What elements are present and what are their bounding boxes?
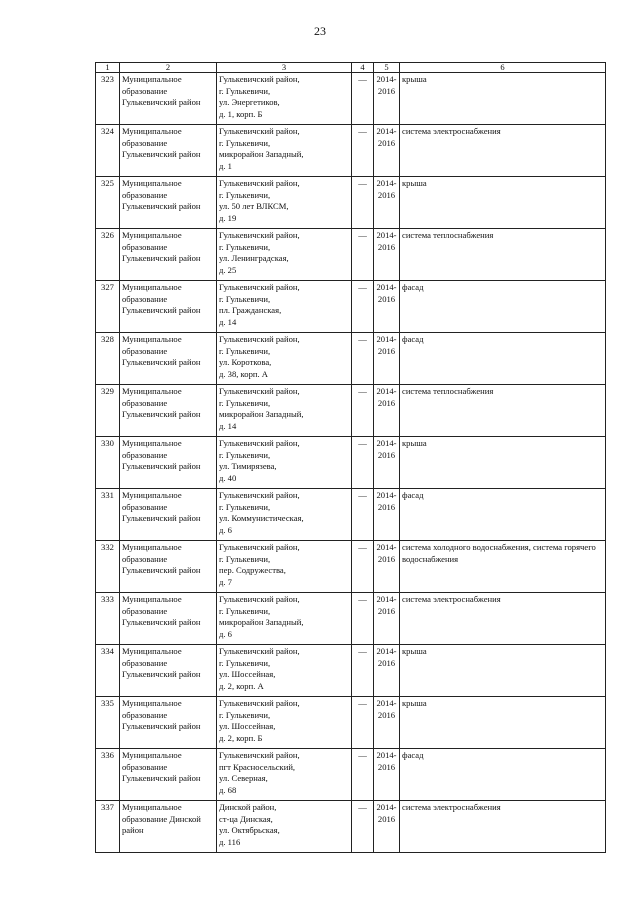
address-line: д. 7 <box>219 576 232 587</box>
period-line: 2016 <box>377 605 396 616</box>
work-type-cell <box>400 801 606 853</box>
table-row <box>96 697 606 749</box>
dash-cell <box>352 385 374 437</box>
address-line: ул. Ленинградская, <box>219 253 289 263</box>
municipality-line: образование <box>122 345 168 356</box>
address-cell <box>217 385 352 437</box>
period-cell <box>374 489 400 541</box>
municipality-cell <box>120 73 217 125</box>
address-line: Гулькевичский район, <box>219 750 300 760</box>
address-line: г. Гулькевичи, <box>219 501 271 512</box>
address-line: г. Гулькевичи, <box>219 189 271 200</box>
table-row <box>96 385 606 437</box>
address-line: д. 40 <box>219 472 237 483</box>
row-number-cell: 334 <box>96 645 120 697</box>
row-number-cell: 330 <box>96 437 120 489</box>
dash-cell <box>352 541 374 593</box>
column-number-row <box>96 63 606 73</box>
municipality-line: Муниципальное <box>122 386 182 396</box>
period-cell <box>374 229 400 281</box>
work-type-text: фасад <box>402 282 424 292</box>
column-number: 3 <box>217 63 352 73</box>
row-number-cell: 327 <box>96 281 120 333</box>
period-cell <box>374 437 400 489</box>
address-line: д. 116 <box>219 836 241 847</box>
address-line: г. Гулькевичи, <box>219 449 271 460</box>
address-cell <box>217 541 352 593</box>
period-line: 2014- <box>376 698 397 708</box>
address-line: г. Гулькевичи, <box>219 293 271 304</box>
municipality-cell <box>120 541 217 593</box>
address-line: Гулькевичский район, <box>219 438 300 448</box>
row-number-cell: 323 <box>96 73 120 125</box>
period-line: 2016 <box>377 137 396 148</box>
row-number-cell: 326 <box>96 229 120 281</box>
address-line: пл. Гражданская, <box>219 305 282 315</box>
period-cell <box>374 645 400 697</box>
row-number-cell: 324 <box>96 125 120 177</box>
period-cell <box>374 125 400 177</box>
table-row <box>96 281 606 333</box>
municipality-cell <box>120 697 217 749</box>
table-row <box>96 73 606 125</box>
address-line: д. 38, корп. А <box>219 368 268 379</box>
municipality-line: Гулькевичский район <box>122 565 201 575</box>
table-row <box>96 749 606 801</box>
municipality-line: Гулькевичский район <box>122 461 201 471</box>
work-type-text: система электроснабжения <box>402 594 501 604</box>
dash-mark: — <box>358 698 367 708</box>
municipality-cell <box>120 801 217 853</box>
table-row <box>96 125 606 177</box>
address-cell <box>217 801 352 853</box>
work-type-text: крыша <box>402 698 427 708</box>
period-line: 2014- <box>376 386 397 396</box>
work-type-text: крыша <box>402 438 427 448</box>
column-number: 5 <box>374 63 400 73</box>
work-type-cell <box>400 645 606 697</box>
address-line: Гулькевичский район, <box>219 646 300 656</box>
municipality-line: Муниципальное <box>122 490 182 500</box>
address-cell <box>217 333 352 385</box>
municipality-line: образование <box>122 293 168 304</box>
municipality-line: Муниципальное <box>122 334 182 344</box>
address-line: микрорайон Западный, <box>219 149 304 159</box>
dash-mark: — <box>358 438 367 448</box>
period-line: 2016 <box>377 397 396 408</box>
dash-cell <box>352 645 374 697</box>
period-line: 2016 <box>377 293 396 304</box>
table-row <box>96 333 606 385</box>
dash-mark: — <box>358 750 367 760</box>
address-cell <box>217 229 352 281</box>
address-line: ул. Шоссейная, <box>219 721 276 731</box>
work-type-cell <box>400 489 606 541</box>
period-line: 2016 <box>377 449 396 460</box>
municipality-line: образование <box>122 241 168 252</box>
municipality-line: образование <box>122 761 168 772</box>
work-type-text: система теплоснабжения <box>402 386 494 396</box>
municipality-line: Муниципальное <box>122 594 182 604</box>
municipality-line: Гулькевичский район <box>122 669 201 679</box>
address-cell <box>217 177 352 229</box>
municipality-line: Муниципальное <box>122 178 182 188</box>
table-row <box>96 645 606 697</box>
municipality-line: Гулькевичский район <box>122 149 201 159</box>
address-line: Гулькевичский район, <box>219 230 300 240</box>
period-line: 2014- <box>376 334 397 344</box>
address-line: Гулькевичский район, <box>219 386 300 396</box>
table-row <box>96 541 606 593</box>
municipality-cell <box>120 749 217 801</box>
address-cell <box>217 125 352 177</box>
municipality-cell <box>120 229 217 281</box>
dash-mark: — <box>358 386 367 396</box>
address-line: микрорайон Западный, <box>219 409 304 419</box>
row-number-cell: 332 <box>96 541 120 593</box>
address-line: д. 25 <box>219 264 237 275</box>
dash-cell <box>352 749 374 801</box>
address-line: д. 14 <box>219 420 237 431</box>
address-line: г. Гулькевичи, <box>219 553 271 564</box>
period-cell <box>374 541 400 593</box>
address-cell <box>217 437 352 489</box>
address-line: г. Гулькевичи, <box>219 657 271 668</box>
address-line: ул. Короткова, <box>219 357 272 367</box>
address-cell <box>217 697 352 749</box>
row-number-cell: 325 <box>96 177 120 229</box>
municipality-cell <box>120 385 217 437</box>
address-line: Динской район, <box>219 802 277 812</box>
dash-mark: — <box>358 594 367 604</box>
work-type-cell <box>400 437 606 489</box>
dash-mark: — <box>358 334 367 344</box>
period-line: 2016 <box>377 501 396 512</box>
address-line: пгт Красносельский, <box>219 761 296 772</box>
repair-schedule-table <box>95 62 606 853</box>
address-line: г. Гулькевичи, <box>219 605 271 616</box>
address-cell <box>217 281 352 333</box>
period-line: 2016 <box>377 85 396 96</box>
period-line: 2014- <box>376 438 397 448</box>
period-line: 2014- <box>376 282 397 292</box>
period-cell <box>374 697 400 749</box>
address-line: Гулькевичский район, <box>219 74 300 84</box>
municipality-line: Муниципальное <box>122 282 182 292</box>
work-type-text: система электроснабжения <box>402 126 501 136</box>
work-type-cell <box>400 749 606 801</box>
municipality-cell <box>120 437 217 489</box>
work-type-text: фасад <box>402 490 424 500</box>
page-number: 23 <box>314 24 326 38</box>
period-cell <box>374 73 400 125</box>
municipality-line: район <box>122 825 144 835</box>
municipality-line: Муниципальное <box>122 542 182 552</box>
municipality-line: Гулькевичский район <box>122 721 201 731</box>
period-line: 2014- <box>376 490 397 500</box>
row-number-cell: 328 <box>96 333 120 385</box>
table-body <box>96 73 606 853</box>
municipality-line: образование <box>122 553 168 564</box>
municipality-line: Гулькевичский район <box>122 409 201 419</box>
work-type-text: система электроснабжения <box>402 802 501 812</box>
dash-mark: — <box>358 126 367 136</box>
municipality-line: Гулькевичский район <box>122 513 201 523</box>
address-line: пер. Содружества, <box>219 565 286 575</box>
municipality-line: Гулькевичский район <box>122 357 201 367</box>
address-line: д. 68 <box>219 784 237 795</box>
address-line: г. Гулькевичи, <box>219 709 271 720</box>
period-cell <box>374 333 400 385</box>
address-line: ул. Энергетиков, <box>219 97 280 107</box>
row-number-cell: 331 <box>96 489 120 541</box>
period-line: 2014- <box>376 750 397 760</box>
address-line: г. Гулькевичи, <box>219 85 271 96</box>
address-line: Гулькевичский район, <box>219 282 300 292</box>
period-line: 2014- <box>376 178 397 188</box>
work-type-cell <box>400 229 606 281</box>
period-cell <box>374 281 400 333</box>
dash-cell <box>352 73 374 125</box>
address-line: микрорайон Западный, <box>219 617 304 627</box>
column-number: 2 <box>120 63 217 73</box>
municipality-line: Гулькевичский район <box>122 617 201 627</box>
municipality-line: образование <box>122 397 168 408</box>
municipality-cell <box>120 177 217 229</box>
work-type-text: крыша <box>402 178 427 188</box>
address-line: Гулькевичский район, <box>219 334 300 344</box>
period-cell <box>374 749 400 801</box>
municipality-line: образование Динской <box>122 813 201 824</box>
address-line: Гулькевичский район, <box>219 490 300 500</box>
address-line: Гулькевичский район, <box>219 178 300 188</box>
municipality-line: Муниципальное <box>122 126 182 136</box>
address-line: Гулькевичский район, <box>219 594 300 604</box>
municipality-line: Муниципальное <box>122 230 182 240</box>
address-line: ул. 50 лет ВЛКСМ, <box>219 201 289 211</box>
municipality-line: образование <box>122 501 168 512</box>
period-line: 2016 <box>377 761 396 772</box>
column-number: 4 <box>352 63 374 73</box>
work-type-cell <box>400 593 606 645</box>
period-line: 2014- <box>376 802 397 812</box>
address-cell <box>217 645 352 697</box>
dash-mark: — <box>358 230 367 240</box>
dash-cell <box>352 593 374 645</box>
municipality-line: образование <box>122 137 168 148</box>
address-cell <box>217 489 352 541</box>
period-line: 2016 <box>377 657 396 668</box>
municipality-cell <box>120 281 217 333</box>
municipality-line: образование <box>122 85 168 96</box>
dash-mark: — <box>358 490 367 500</box>
municipality-line: Гулькевичский район <box>122 201 201 211</box>
address-cell <box>217 73 352 125</box>
dash-cell <box>352 125 374 177</box>
dash-cell <box>352 333 374 385</box>
work-type-cell <box>400 177 606 229</box>
municipality-line: Гулькевичский район <box>122 97 201 107</box>
municipality-cell <box>120 125 217 177</box>
address-line: ул. Северная, <box>219 773 268 783</box>
address-line: ст-ца Динская, <box>219 813 273 824</box>
dash-cell <box>352 177 374 229</box>
address-line: Гулькевичский район, <box>219 542 300 552</box>
municipality-cell <box>120 333 217 385</box>
period-line: 2014- <box>376 230 397 240</box>
table-row <box>96 801 606 853</box>
address-line: д. 2, корп. Б <box>219 732 263 743</box>
municipality-line: Муниципальное <box>122 698 182 708</box>
work-type-text: система холодного водоснабжения, система горячего водоснабжения <box>402 542 596 564</box>
municipality-line: Муниципальное <box>122 438 182 448</box>
row-number-cell: 329 <box>96 385 120 437</box>
address-line: ул. Тимирязева, <box>219 461 277 471</box>
address-line: д. 2, корп. А <box>219 680 264 691</box>
address-line: Гулькевичский район, <box>219 698 300 708</box>
dash-mark: — <box>358 178 367 188</box>
address-line: ул. Шоссейная, <box>219 669 276 679</box>
row-number-cell: 335 <box>96 697 120 749</box>
address-line: д. 14 <box>219 316 237 327</box>
period-line: 2014- <box>376 74 397 84</box>
municipality-line: Гулькевичский район <box>122 773 201 783</box>
row-number-cell: 333 <box>96 593 120 645</box>
address-line: ул. Октябрьская, <box>219 825 280 835</box>
table-row <box>96 593 606 645</box>
period-line: 2016 <box>377 345 396 356</box>
period-line: 2014- <box>376 646 397 656</box>
column-number: 1 <box>96 63 120 73</box>
address-line: д. 6 <box>219 524 232 535</box>
period-line: 2016 <box>377 813 396 824</box>
work-type-text: фасад <box>402 334 424 344</box>
municipality-line: образование <box>122 189 168 200</box>
period-line: 2014- <box>376 594 397 604</box>
municipality-line: Муниципальное <box>122 802 182 812</box>
dash-cell <box>352 437 374 489</box>
address-line: д. 19 <box>219 212 237 223</box>
work-type-text: крыша <box>402 74 427 84</box>
work-type-cell <box>400 541 606 593</box>
period-line: 2014- <box>376 542 397 552</box>
address-line: д. 1, корп. Б <box>219 108 263 119</box>
municipality-line: Муниципальное <box>122 74 182 84</box>
municipality-cell <box>120 489 217 541</box>
municipality-line: Муниципальное <box>122 750 182 760</box>
period-line: 2016 <box>377 189 396 200</box>
dash-mark: — <box>358 74 367 84</box>
address-line: г. Гулькевичи, <box>219 397 271 408</box>
dash-mark: — <box>358 802 367 812</box>
municipality-line: образование <box>122 605 168 616</box>
period-cell <box>374 801 400 853</box>
dash-cell <box>352 801 374 853</box>
work-type-text: крыша <box>402 646 427 656</box>
address-cell <box>217 749 352 801</box>
dash-mark: — <box>358 646 367 656</box>
table-row <box>96 229 606 281</box>
address-cell <box>217 593 352 645</box>
dash-mark: — <box>358 542 367 552</box>
column-number: 6 <box>400 63 606 73</box>
work-type-cell <box>400 125 606 177</box>
dash-mark: — <box>358 282 367 292</box>
table-row <box>96 177 606 229</box>
table-row <box>96 489 606 541</box>
municipality-line: образование <box>122 709 168 720</box>
period-cell <box>374 593 400 645</box>
address-line: ул. Коммунистическая, <box>219 513 304 523</box>
address-line: д. 6 <box>219 628 232 639</box>
work-type-cell <box>400 73 606 125</box>
municipality-line: Гулькевичский район <box>122 253 201 263</box>
address-line: Гулькевичский район, <box>219 126 300 136</box>
municipality-line: образование <box>122 657 168 668</box>
work-type-cell <box>400 333 606 385</box>
address-line: г. Гулькевичи, <box>219 137 271 148</box>
address-line: г. Гулькевичи, <box>219 241 271 252</box>
period-line: 2016 <box>377 709 396 720</box>
period-cell <box>374 177 400 229</box>
municipality-line: Гулькевичский район <box>122 305 201 315</box>
municipality-line: образование <box>122 449 168 460</box>
dash-cell <box>352 281 374 333</box>
work-type-text: фасад <box>402 750 424 760</box>
work-type-text: система теплоснабжения <box>402 230 494 240</box>
address-line: г. Гулькевичи, <box>219 345 271 356</box>
row-number-cell: 337 <box>96 801 120 853</box>
period-line: 2016 <box>377 241 396 252</box>
work-type-cell <box>400 281 606 333</box>
period-cell <box>374 385 400 437</box>
dash-cell <box>352 489 374 541</box>
table-row <box>96 437 606 489</box>
municipality-line: Муниципальное <box>122 646 182 656</box>
address-line: д. 1 <box>219 160 232 171</box>
work-type-cell <box>400 697 606 749</box>
row-number-cell: 336 <box>96 749 120 801</box>
municipality-cell <box>120 593 217 645</box>
dash-cell <box>352 697 374 749</box>
municipality-cell <box>120 645 217 697</box>
dash-cell <box>352 229 374 281</box>
period-line: 2014- <box>376 126 397 136</box>
period-line: 2016 <box>377 553 396 564</box>
work-type-cell <box>400 385 606 437</box>
